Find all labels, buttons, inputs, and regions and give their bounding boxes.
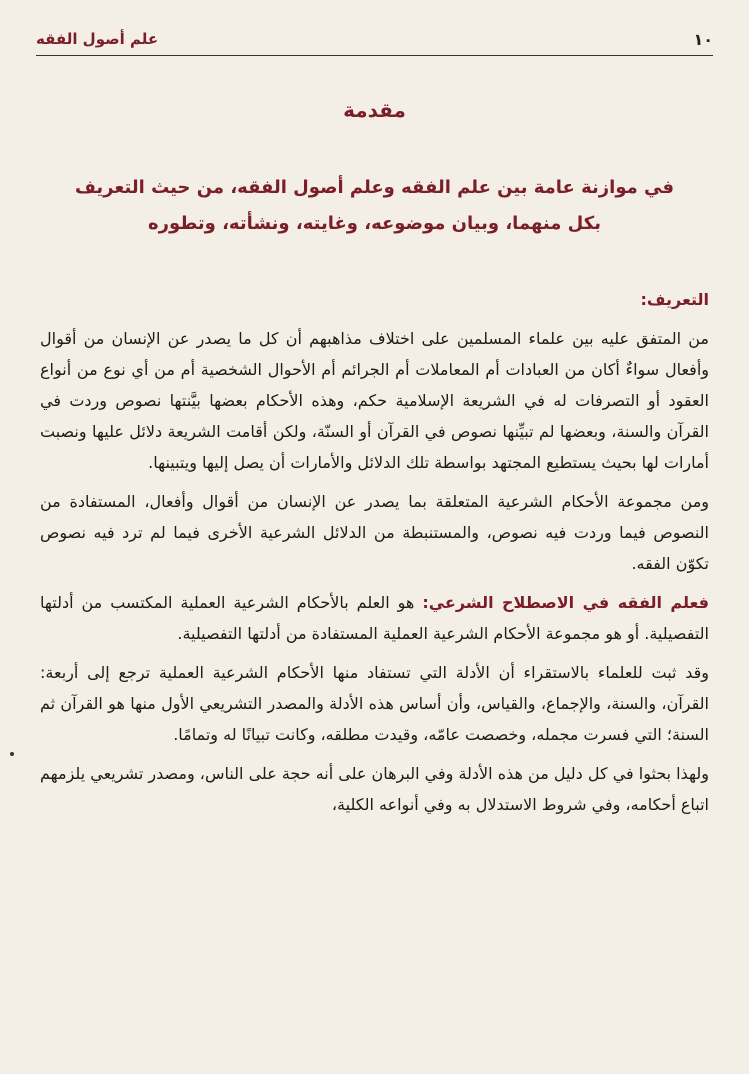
margin-mark (10, 752, 14, 756)
paragraph-1: من المتفق عليه بين علماء المسلمين على اختلاف مذاهبهم أن كل ما يصدر عن الإنسان من أقوال وأفعال سواءٌ أكان من العبادات أم المعاملات أم الجرائم أم الأحوال الشخصية أم من أي نوع من أنواع العقود أو التصرفات له في الشريعة الإسلامية حكم، وهذه الأحكام بعضها بيَّنتها نصوص وردت في القرآن والسنة، وبعضها لم تبيِّنها نصوص في القرآن أو السنّة، ولكن أقامت الشريعة دلائل عليها ونصبت أمارات لها بحيث يستطيع المجتهد بواسطة تلك الدلائل والأمارات أن يصل إليها ويتبينها. (40, 329, 709, 472)
paragraph-3 (40, 587, 709, 649)
definition-text: هو العلم بالأحكام الشرعية العملية المكتسب من أدلتها التفصيلية. أو هو مجموعة الأحكام الشرعية العملية المستفادة من أدلتها التفصيلية. (40, 593, 709, 643)
paragraph-4: وقد ثبت للعلماء بالاستقراء أن الأدلة التي تستفاد منها الأحكام الشرعية العملية ترجع إلى أربعة: القرآن، والسنة، والإجماع، والقياس، وأن أساس هذه الأدلة والمصدر التشريعي الأول منها هو القرآن ثم السنة؛ التي فسرت مجمله، وخصصت عامّه، وقيدت مطلقه، وكانت تبيانًا له وتمامًا. (40, 663, 709, 744)
page-body (40, 284, 709, 828)
definition-term: فعلم الفقه في الاصطلاح الشرعي: (422, 593, 709, 612)
paragraph-5: ولهذا بحثوا في كل دليل من هذه الأدلة وفي البرهان على أنه حجة على الناس، ومصدر تشريعي يلزمهم اتباع أحكامه، وفي شروط الاستدلال به وفي أنواعه الكلية، (39, 764, 709, 814)
page-number: ١٠ (693, 30, 713, 49)
chapter-title: مقدمة (343, 98, 406, 122)
section-heading: التعريف: (640, 290, 709, 309)
running-title: علم أصول الفقه (36, 30, 159, 48)
paragraph-2: ومن مجموعة الأحكام الشرعية المتعلقة بما يصدر عن الإنسان من أقوال وأفعال، المستفادة من النصوص فيما وردت فيه نصوص، والمستنبطة من الدلائل الشرعية الأخرى فيما لم ترد فيه نصوص تكوّن الفقه. (40, 492, 709, 573)
chapter-subtitle: في موازنة عامة بين علم الفقه وعلم أصول الفقه، من حيث التعريف بكل منهما، وبيان موضوعه، وغايته، ونشأته، وتطوره (74, 177, 675, 234)
page-header (36, 24, 713, 56)
header-rule (36, 55, 713, 56)
